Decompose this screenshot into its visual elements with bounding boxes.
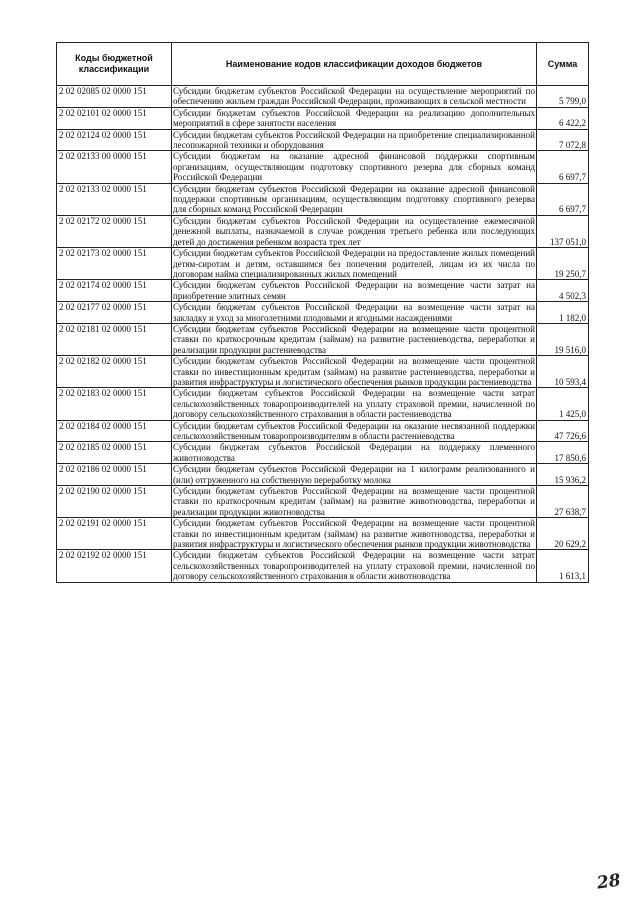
revenue-description: Субсидии бюджетам субъектов Российской Федерации на возмещение части затрат на приобретение элитных семян [173, 280, 535, 301]
amount: 17 850,6 [537, 442, 589, 464]
classification-code: 2 02 02185 02 0000 151 [57, 442, 172, 464]
table-row [57, 442, 589, 464]
revenue-description: Субсидии бюджетам субъектов Российской Федерации на реализацию дополнительных мероприятий в сфере занятости населения [173, 107, 535, 129]
classification-code: 2 02 02177 02 0000 151 [57, 302, 172, 324]
classification-code: 2 02 02085 02 0000 151 [57, 86, 172, 108]
table-row [57, 248, 589, 280]
classification-code: 2 02 02133 02 0000 151 [57, 183, 172, 215]
table-row [57, 550, 589, 582]
budget-revenue-table-page [56, 42, 588, 583]
table-row [57, 107, 589, 129]
table-row [57, 129, 589, 151]
page-number: 28 [595, 870, 622, 894]
revenue-description: Субсидии бюджетам субъектов Российской Федерации на возмещение части процентной ставки по инвестиционным кредитам (займам) на развитие животноводства, переработки и развития инфраструктуры и логистического обеспечения рынков продукции животноводства [173, 518, 535, 550]
amount: 5 799,0 [537, 86, 589, 108]
table-row [57, 183, 589, 215]
revenue-description: Субсидии бюджетам субъектов Российской Федерации на возмещение части затрат сельскохозяйственных товаропроизводителей на уплату страховой премии, начисленной по договору сельскохозяйственного страхования в области растениеводства [173, 388, 535, 420]
revenue-description: Субсидии бюджетам субъектов Российской Федерации на оказание адресной финансовой поддержки спортивным организациям, осуществляющим подготовку спортивного резерва для сборных команд Российской Федерации [173, 183, 535, 215]
revenue-description: Субсидии бюджетам субъектов Российской Федерации на предоставление жилых помещений детям-сиротам и детям, оставшимся без попечения родителей, лицам из их числа по договорам найма специализированных жилых помещений [173, 248, 535, 279]
revenue-description: Субсидии бюджетам субъектов Российской Федерации на 1 килограмм реализованного и (или) отгруженного на собственную переработку молока [173, 464, 535, 485]
classification-code: 2 02 02191 02 0000 151 [57, 518, 172, 550]
table-row [57, 356, 589, 388]
table-body [57, 86, 589, 583]
revenue-description: Субсидии бюджетам субъектов Российской Федерации на осуществление ежемесячной денежной выплаты, назначаемой в случае рождения третьего ребенка или последующих детей до достижения ребенком возраста трех лет [173, 215, 535, 247]
amount: 6 697,7 [537, 151, 589, 183]
classification-code: 2 02 02172 02 0000 151 [57, 215, 172, 247]
amount: 20 629,2 [537, 518, 589, 550]
classification-code: 2 02 02186 02 0000 151 [57, 464, 172, 486]
classification-code: 2 02 02182 02 0000 151 [57, 356, 172, 388]
revenue-description: Субсидии бюджетам субъектов Российской Федерации на возмещение части процентной ставки по краткосрочным кредитам (займам) на развитие растениеводства, переработки и реализации продукции растениеводства [173, 323, 535, 355]
classification-code: 2 02 02133 00 0000 151 [57, 151, 172, 183]
table-row [57, 486, 589, 518]
revenue-description: Субсидии бюджетам субъектов Российской Федерации на возмещение части процентной ставки по инвестиционным кредитам (займам) на развитие растениеводства, переработки и развития инфраструктуры и логистического обеспечения рынков продукции растениеводства [173, 356, 535, 387]
amount: 6 422,2 [537, 107, 589, 129]
amount: 6 697,7 [537, 183, 589, 215]
revenue-description: Субсидии бюджетам субъектов Российской Федерации на возмещение части затрат сельскохозяйственных товаропроизводителей на уплату страховой премии, начисленной по договору сельскохозяйственного страхования в области животноводства [173, 550, 535, 582]
amount: 7 072,8 [537, 129, 589, 151]
classification-code: 2 02 02183 02 0000 151 [57, 388, 172, 420]
classification-code: 2 02 02101 02 0000 151 [57, 107, 172, 129]
header-name: Наименование кодов классификации доходов бюджетов [172, 43, 537, 86]
classification-code: 2 02 02174 02 0000 151 [57, 280, 172, 302]
amount: 15 936,2 [537, 464, 589, 486]
table-row [57, 464, 589, 486]
amount: 19 250,7 [537, 248, 589, 280]
budget-revenue-table [56, 42, 589, 583]
table-row [57, 86, 589, 108]
amount: 4 502,3 [537, 280, 589, 302]
revenue-description: Субсидии бюджетам субъектов Российской Федерации на поддержку племенного животноводства [173, 442, 535, 463]
amount: 137 051,0 [537, 215, 589, 247]
classification-code: 2 02 02192 02 0000 151 [57, 550, 172, 582]
classification-code: 2 02 02124 02 0000 151 [57, 129, 172, 151]
header-sum: Сумма [537, 43, 589, 86]
revenue-description: Субсидии бюджетам на оказание адресной финансовой поддержки спортивным организациям, осуществляющим подготовку спортивного резерва для сборных команд Российской Федерации [173, 151, 535, 183]
amount: 1 425,0 [537, 388, 589, 420]
table-row [57, 420, 589, 442]
revenue-description: Субсидии бюджетам субъектов Российской Федерации на оказание несвязанной поддержки сельскохозяйственным товаропроизводителям в области растениеводства [173, 420, 535, 441]
revenue-description: Субсидии бюджетам субъектов Российской Федерации на возмещение части затрат на закладку и уход за многолетними плодовыми и ягодными насаждениями [173, 302, 535, 323]
table-header-row [57, 43, 589, 86]
revenue-description: Субсидии бюджетам субъектов Российской Федерации на возмещение части процентной ставки по краткосрочным кредитам (займам) на развитие животноводства, переработки и реализации продукции животноводства [173, 486, 535, 517]
revenue-description: Субсидии бюджетам субъектов Российской Федерации на осуществление мероприятий по обеспечению жильем граждан Российской Федерации, проживающих в сельской местности [173, 86, 535, 107]
amount: 1 613,1 [537, 550, 589, 582]
amount: 1 182,0 [537, 302, 589, 324]
classification-code: 2 02 02181 02 0000 151 [57, 323, 172, 355]
table-row [57, 280, 589, 302]
classification-code: 2 02 02173 02 0000 151 [57, 248, 172, 280]
amount: 19 516,0 [537, 323, 589, 355]
table-row [57, 518, 589, 550]
classification-code: 2 02 02190 02 0000 151 [57, 486, 172, 518]
table-row [57, 215, 589, 247]
table-row [57, 151, 589, 183]
amount: 10 593,4 [537, 356, 589, 388]
classification-code: 2 02 02184 02 0000 151 [57, 420, 172, 442]
revenue-description: Субсидии бюджетам субъектов Российской Федерации на приобретение специализированной лесопожарной техники и оборудования [173, 129, 535, 151]
header-codes: Коды бюджетной классификации [57, 43, 172, 86]
amount: 47 726,6 [537, 420, 589, 442]
table-row [57, 388, 589, 420]
table-row [57, 302, 589, 324]
table-row [57, 323, 589, 355]
amount: 27 638,7 [537, 486, 589, 518]
